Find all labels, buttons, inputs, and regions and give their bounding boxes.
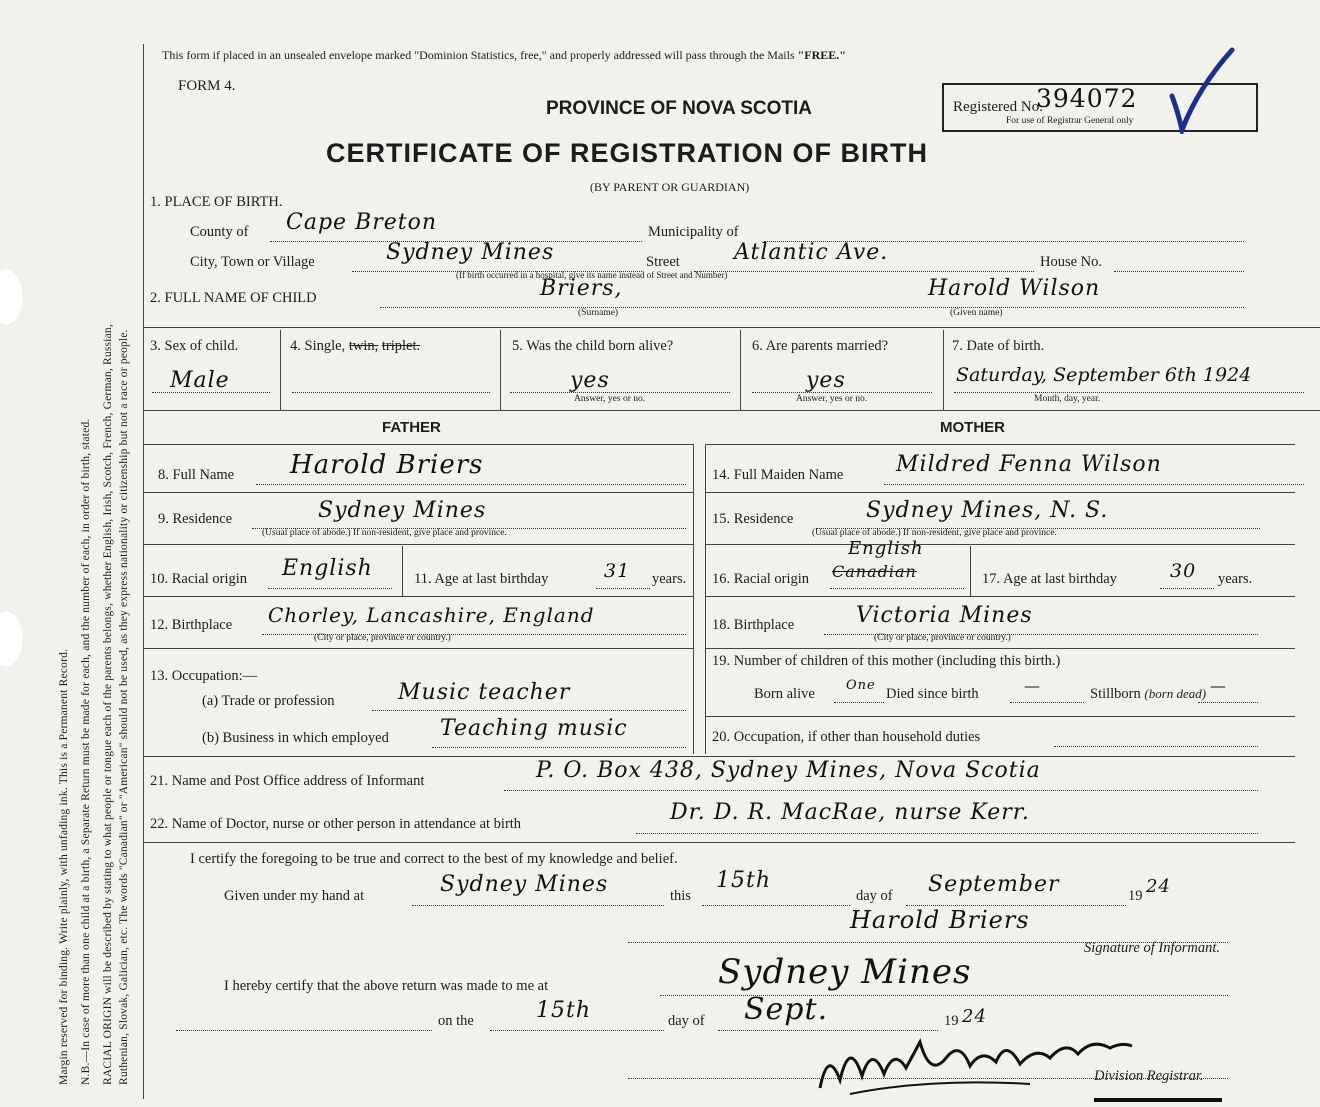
- father-rule-2: [143, 544, 693, 545]
- father-name-line: [256, 484, 686, 485]
- house-label: House No.: [1040, 254, 1103, 270]
- father-business-value: Teaching music: [440, 716, 628, 741]
- registered-number: 394072: [1036, 84, 1138, 113]
- postage-notice: This form if placed in an unsealed envelope marked "Dominion Statistics, free," and properly addressed will pass through the Mails "FREE.": [162, 48, 846, 62]
- stillborn-value: —: [1210, 676, 1227, 695]
- informant-label: 21. Name and Post Office address of Informant: [150, 773, 425, 789]
- hospital-note: (If birth occurred in a hospital, give its name instead of Street and Number): [456, 270, 728, 280]
- registrar-caption: Division Registrar.: [1094, 1068, 1204, 1084]
- mother-heading: MOTHER: [940, 419, 1005, 436]
- father-racial-label: 10. Racial origin: [150, 571, 248, 587]
- mother-name-label: 14. Full Maiden Name: [712, 467, 844, 483]
- single-label: 4. Single, twin, triplet.: [290, 338, 421, 354]
- father-occupation-label: 13. Occupation:—: [150, 668, 258, 684]
- return-year-value: 24: [962, 1006, 987, 1027]
- place-of-birth-heading: 1. PLACE OF BIRTH.: [150, 194, 283, 210]
- born-alive-label: 5. Was the child born alive?: [512, 338, 674, 354]
- father-business-line: [432, 747, 686, 748]
- informant-value: P. O. Box 438, Sydney Mines, Nova Scotia: [536, 758, 1041, 783]
- father-rule-1: [143, 492, 693, 493]
- child-given-name: Harold Wilson: [928, 276, 1101, 301]
- row-top-rule: [143, 327, 1320, 328]
- mother-residence-label: 15. Residence: [712, 511, 794, 527]
- day-of-label-2: day of: [668, 1013, 705, 1029]
- on-the-label: on the: [438, 1013, 474, 1029]
- father-name-value: Harold Briers: [290, 450, 484, 480]
- return-day-line: [490, 1030, 664, 1031]
- father-heading: FATHER: [382, 419, 441, 436]
- child-name-label: 2. FULL NAME OF CHILD: [150, 290, 317, 306]
- married-label: 6. Are parents married?: [752, 338, 889, 354]
- registered-label: Registered No.: [953, 99, 1043, 115]
- form-number: FORM 4.: [178, 78, 236, 94]
- given-day-value: 15th: [716, 868, 772, 893]
- mother-rule-1: [705, 492, 1295, 493]
- margin-note-multiple-birth: N.B.—In case of more than one child at a birth, a Separate Return must be made for each, and the number of each, in order of birth, stated.: [80, 418, 92, 1085]
- informant-signature: Harold Briers: [850, 906, 1030, 934]
- municipality-label: Municipality of: [648, 224, 739, 240]
- died-since-birth-line: [1010, 702, 1084, 703]
- margin-note-binding: Margin reserved for binding. Write plainly, with unfading ink. This is a Permanent Record.: [58, 648, 70, 1085]
- mother-name-line: [884, 484, 1304, 485]
- check-mark-icon: [1166, 44, 1236, 134]
- col-divider-2: [500, 330, 501, 410]
- father-birthplace-label: 12. Birthplace: [150, 617, 233, 633]
- mother-racial-label: 16. Racial origin: [712, 571, 810, 587]
- married-value: yes: [806, 368, 846, 393]
- doctor-line: [636, 833, 1258, 834]
- mother-age-label: 17. Age at last birthday: [982, 571, 1117, 587]
- sex-value: Male: [170, 368, 230, 393]
- dob-label: 7. Date of birth.: [952, 338, 1045, 354]
- mother-left-border: [705, 444, 706, 754]
- given-year-value: 24: [1146, 876, 1171, 897]
- mother-age-value: 30: [1170, 560, 1197, 582]
- heading-rule-left: [143, 444, 693, 445]
- mother-racial-line: [830, 588, 964, 589]
- father-residence-label: 9. Residence: [158, 511, 233, 527]
- this-label: this: [670, 888, 691, 904]
- day-of-label: day of: [856, 888, 893, 904]
- city-value: Sydney Mines: [386, 240, 555, 265]
- year-prefix: 19: [1128, 888, 1143, 904]
- given-month-value: September: [928, 872, 1060, 897]
- mother-rule-5: [705, 716, 1295, 717]
- return-day-value: 15th: [536, 998, 592, 1023]
- father-racial-divider: [402, 546, 403, 596]
- born-alive-count-line: [834, 702, 884, 703]
- father-name-label: 8. Full Name: [158, 467, 235, 483]
- year-prefix-2: 19: [944, 1013, 959, 1029]
- given-under-label: Given under my hand at: [224, 888, 365, 904]
- given-place-value: Sydney Mines: [440, 872, 609, 897]
- mother-birthplace-caption: (City or place, province or country.): [874, 633, 1011, 643]
- return-month-value: Sept.: [744, 992, 829, 1027]
- stillborn-label: Stillborn (born dead): [1090, 686, 1207, 702]
- dob-caption: Month, day, year.: [1034, 394, 1101, 404]
- mother-age-line: [1160, 588, 1214, 589]
- child-name-line: [380, 307, 1244, 308]
- stillborn-line: [1198, 702, 1258, 703]
- child-surname: Briers,: [540, 276, 623, 301]
- sex-line: [152, 392, 270, 393]
- registrar-signature: [810, 1018, 1140, 1100]
- province-heading: PROVINCE OF NOVA SCOTIA: [546, 98, 813, 119]
- mother-name-value: Mildred Fenna Wilson: [896, 452, 1162, 477]
- born-alive-count-value: One: [846, 678, 876, 693]
- died-since-birth-label: Died since birth: [886, 686, 979, 702]
- informant-line: [504, 790, 1258, 791]
- row-bottom-rule: [143, 410, 1320, 411]
- surname-caption: (Surname): [578, 308, 619, 318]
- father-right-border: [693, 444, 694, 754]
- born-alive-value: yes: [570, 368, 610, 393]
- father-trade-label: (a) Trade or profession: [202, 693, 335, 709]
- mother-racial-divider: [970, 546, 971, 596]
- born-alive-caption: Answer, yes or no.: [574, 394, 646, 404]
- father-trade-line: [372, 710, 686, 711]
- mother-rule-3: [705, 596, 1295, 597]
- mother-rule-4: [705, 648, 1295, 649]
- father-age-unit: years.: [652, 571, 687, 587]
- doctor-value: Dr. D. R. MacRae, nurse Kerr.: [670, 800, 1030, 825]
- city-label: City, Town or Village: [190, 254, 315, 270]
- doctor-label: 22. Name of Doctor, nurse or other person in attendance at birth: [150, 816, 522, 832]
- father-residence-caption: (Usual place of abode.) If non-resident, give place and province.: [262, 528, 507, 538]
- col-divider-3: [740, 330, 741, 410]
- mother-children-label: 19. Number of children of this mother (including this birth.): [712, 653, 1061, 669]
- given-name-caption: (Given name): [950, 308, 1003, 318]
- died-since-birth-value: —: [1024, 676, 1041, 695]
- county-label: County of: [190, 224, 249, 240]
- mother-age-unit: years.: [1218, 571, 1253, 587]
- father-age-value: 31: [604, 560, 631, 582]
- punch-hole-top: [0, 268, 24, 326]
- certify-top-rule: [143, 842, 1295, 843]
- father-birthplace-value: Chorley, Lancashire, England: [268, 603, 595, 627]
- certify-statement: I certify the foregoing to be true and correct to the best of my knowledge and belief.: [190, 851, 678, 867]
- given-day-line: [702, 905, 850, 906]
- sex-label: 3. Sex of child.: [150, 338, 239, 354]
- blocks-bottom-rule: [143, 756, 1295, 757]
- dob-line: [954, 392, 1304, 393]
- father-rule-3: [143, 596, 693, 597]
- father-racial-value: English: [282, 556, 373, 581]
- father-age-label: 11. Age at last birthday: [414, 571, 549, 587]
- street-line: [694, 271, 1034, 272]
- return-lead-line: [176, 1030, 432, 1031]
- return-place-value: Sydney Mines: [718, 952, 972, 992]
- given-place-line: [412, 905, 664, 906]
- born-alive-count-label: Born alive: [754, 686, 815, 702]
- street-value: Atlantic Ave.: [734, 240, 889, 265]
- return-made-label: I hereby certify that the above return was made to me at: [224, 978, 549, 994]
- house-line: [1114, 271, 1244, 272]
- mother-birthplace-label: 18. Birthplace: [712, 617, 795, 633]
- county-value: Cape Breton: [286, 210, 438, 235]
- col-divider-1: [280, 330, 281, 410]
- col-divider-4: [943, 330, 944, 410]
- margin-note-racial-origin-2: Ruthenian, Slovak, Galician, etc. The words "Canadian" or "American" should not be used, as they express nationality or citizenship but not a race or people.: [118, 329, 130, 1085]
- father-rule-4: [143, 648, 693, 649]
- margin-note-racial-origin: RACIAL ORIGIN will be described by stating to what people or tongue each of the parents belongs, whether English, Irish, Scotch, French, German, Russian,: [102, 324, 114, 1085]
- heading-rule-right: [705, 444, 1295, 445]
- registrar-use-note: For use of Registrar General only: [1006, 116, 1134, 126]
- father-racial-line: [268, 588, 392, 589]
- single-line: [292, 392, 490, 393]
- page-subtitle: (BY PARENT OR GUARDIAN): [590, 180, 750, 194]
- mother-birthplace-value: Victoria Mines: [856, 603, 1033, 628]
- father-age-line: [596, 588, 650, 589]
- mother-racial-struck: Canadian: [832, 562, 917, 581]
- mother-residence-value: Sydney Mines, N. S.: [866, 498, 1109, 523]
- mother-residence-caption: (Usual place of abode.) If non-resident, give place and province.: [812, 528, 1057, 538]
- informant-signature-caption: Signature of Informant.: [1084, 940, 1221, 956]
- father-residence-value: Sydney Mines: [318, 498, 487, 523]
- mother-occupation-label: 20. Occupation, if other than household duties: [712, 729, 981, 745]
- page-title: CERTIFICATE OF REGISTRATION OF BIRTH: [326, 138, 928, 168]
- punch-hole-bottom: [0, 610, 24, 668]
- street-label: Street: [646, 254, 680, 270]
- mother-racial-value: English: [848, 538, 924, 559]
- father-business-label: (b) Business in which employed: [202, 730, 389, 746]
- married-line: [752, 392, 932, 393]
- mother-occupation-line: [1054, 746, 1258, 747]
- married-caption: Answer, yes or no.: [796, 394, 868, 404]
- dob-value: Saturday, September 6th 1924: [956, 364, 1252, 386]
- father-trade-value: Music teacher: [398, 680, 571, 705]
- born-alive-line: [510, 392, 730, 393]
- frame-left: [143, 44, 144, 1099]
- mother-rule-2: [705, 544, 1295, 545]
- father-birthplace-caption: (City or place, province or country.): [314, 633, 451, 643]
